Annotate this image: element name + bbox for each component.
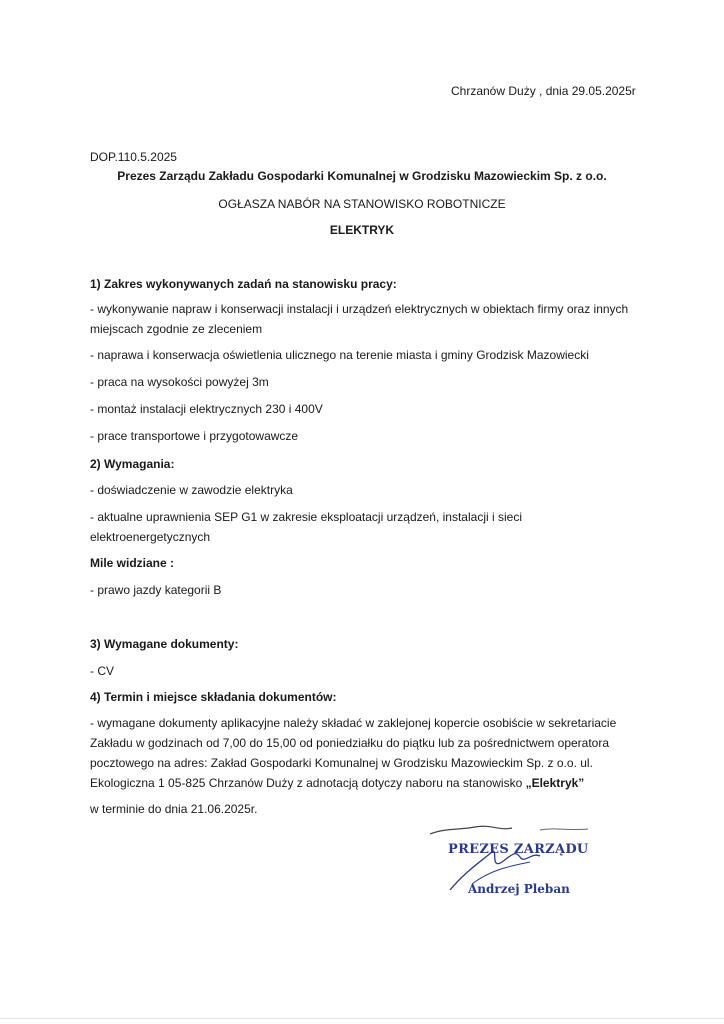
section-1-heading: 1) Zakres wykonywanych zadań na stanowisku pracy:: [90, 277, 397, 291]
date-line: Chrzanów Duży , dnia 29.05.2025r: [451, 84, 636, 98]
stamp-title: PREZES ZARZĄDU: [448, 842, 589, 857]
stamp-name: Andrzej Pleban: [468, 882, 570, 896]
section-4-body: [90, 713, 638, 793]
section-1-item-5: - prace transportowe i przygotowawcze: [90, 429, 299, 443]
section-4-heading: 4) Termin i miejsce składania dokumentów:: [90, 690, 337, 704]
section-1-item-2: - naprawa i konserwacja oświetlenia ulicznego na terenie miasta i gminy Grodzisk Mazowiecki: [90, 348, 589, 362]
welcome-heading: Mile widziane :: [90, 556, 175, 570]
deadline-line: w terminie do dnia 21.06.2025r.: [90, 802, 258, 816]
scan-edge-line: [0, 1018, 724, 1019]
signature-stamp: [420, 822, 610, 896]
section-1-item-3: - praca na wysokości powyżej 3m: [90, 375, 269, 389]
section-3-item-1: - CV: [90, 664, 114, 678]
section-4-quoted-position: „Elektryk”: [525, 776, 585, 790]
section-1-item-1: - wykonywanie napraw i konserwacji instalacji i urządzeń elektrycznych w obiektach firmy oraz innych miejscach zgodnie ze zleceniem: [90, 302, 629, 336]
section-3-heading: 3) Wymagane dokumenty:: [90, 637, 239, 651]
section-4-body-text: - wymagane dokumenty aplikacyjne należy składać w zaklejonej kopercie osobiście w sekretariacie Zakładu w godzinach od 7,00 do 15,00 od poniedziałku do piątku lub za pośrednictwem operatora pocztowego na adres: Zakład Gospodarki Komunalnej w Grodzisku Mazowieckim Sp. z o.o. ul. Ekologiczna 1 05-825 Chrzanów Duży z adnotacją dotyczy naboru na stanowisko: [90, 716, 617, 790]
announcement-line: OGŁASZA NABÓR NA STANOWISKO ROBOTNICZE: [218, 197, 506, 211]
section-2-item-1: - doświadczenie w zawodzie elektryka: [90, 483, 293, 497]
welcome-item-1: - prawo jazdy kategorii B: [90, 583, 222, 597]
section-2-item-2: - aktualne uprawnienia SEP G1 w zakresie eksploatacji urządzeń, instalacji i sieci elektroenergetycznych: [90, 510, 522, 544]
reference-number: DOP.110.5.2025: [90, 150, 177, 164]
section-2-heading: 2) Wymagania:: [90, 457, 175, 471]
issuer-line: Prezes Zarządu Zakładu Gospodarki Komunalnej w Grodzisku Mazowieckim Sp. z o.o.: [117, 169, 607, 183]
section-1-item-4: - montaż instalacji elektrycznych 230 i 400V: [90, 402, 323, 416]
position-title: ELEKTRYK: [329, 223, 395, 237]
